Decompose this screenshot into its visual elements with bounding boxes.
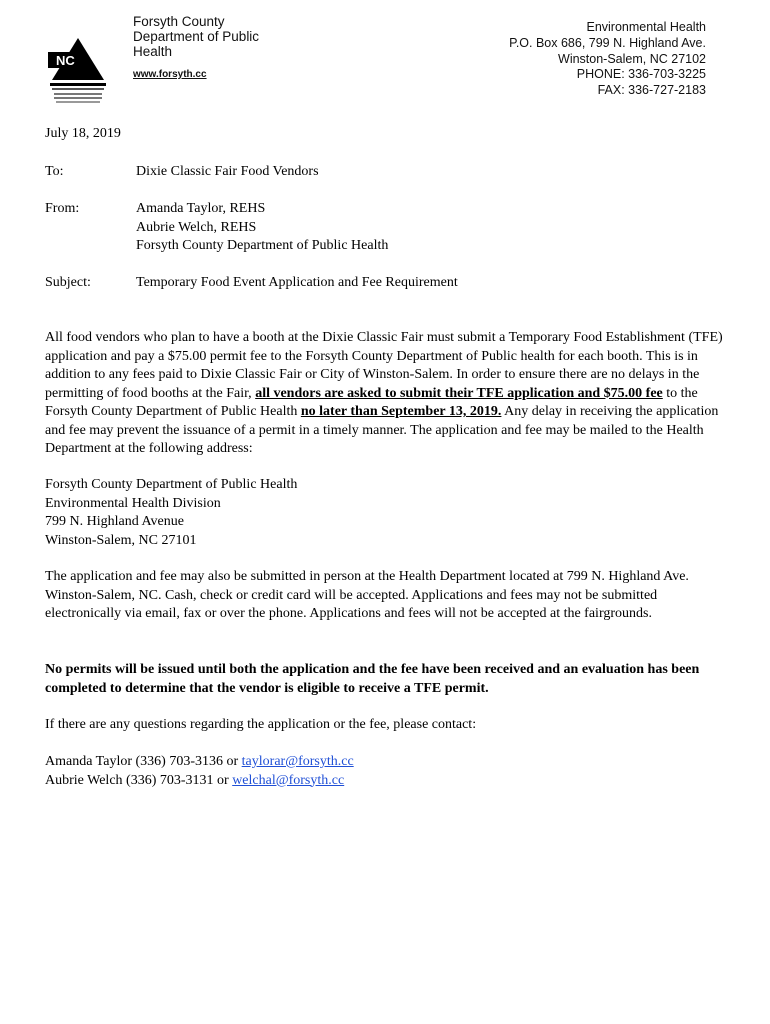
contact-welch <box>45 772 730 791</box>
address-line2: Environmental Health Division <box>45 495 221 511</box>
logo-nc-text: NC <box>56 53 75 68</box>
contact-fax: FAX: 336-727-2183 <box>597 83 706 98</box>
contact-welch-text: Aubrie Welch (336) 703-3131 or <box>45 772 233 788</box>
email-link-welch[interactable]: welchal@forsyth.cc <box>232 772 345 788</box>
memo-from-label: From: <box>45 201 80 216</box>
p1-text-e: Any delay in receiving the application and fee may prevent the issuance of a permit in a timely manner. The application and fee may be mailed to the Health Department at the following address: <box>45 404 719 456</box>
p1-text-a: All food vendors who plan to have a booth at the Dixie Classic Fair must submit a Temporary Food Establishment (TFE) application and pay a $75.00 permit fee to the Forsyth County Department of Public health for each booth. This is in addition to any fees paid to Dixie Classic Fair or City of Winston-Salem. In order to ensure there are no delays in the permitting of food booths at the Fair, <box>45 330 723 401</box>
p3-text: No permits will be issued until both the application and the fee have been received and an evaluation has been completed to determine that the vendor is eligible to receive a TFE permit. <box>45 662 700 696</box>
address-line1: Forsyth County Department of Public Health <box>45 477 298 492</box>
p1-emphasis-deadline: no later than September 13, 2019. <box>300 404 502 419</box>
memo-date: July 18, 2019 <box>45 126 121 141</box>
paragraph-questions <box>45 716 730 735</box>
contact-taylor-text: Amanda Taylor (336) 703-3136 or <box>45 754 242 769</box>
memo-from-line2: Aubrie Welch, REHS <box>136 219 257 235</box>
website-link[interactable]: www.forsyth.cc <box>133 69 207 80</box>
org-name-line1: Forsyth County <box>133 14 225 29</box>
mailing-address <box>45 476 730 550</box>
memo-from-line3: Forsyth County Department of Public Health <box>136 238 389 253</box>
contact-taylor <box>45 753 730 772</box>
p1-text-c: to the Forsyth County Department of Public Health <box>45 385 698 419</box>
contact-division: Environmental Health <box>586 20 706 34</box>
forsyth-health-logo <box>46 36 110 104</box>
paragraph-in-person <box>45 568 730 624</box>
address-line4: Winston-Salem, NC 27101 <box>45 532 197 548</box>
address-line3: 799 N. Highland Avenue <box>45 514 184 529</box>
memo-subject-label: Subject: <box>45 275 91 290</box>
email-link-taylor[interactable]: taylorar@forsyth.cc <box>241 754 354 769</box>
contact-city: Winston-Salem, NC 27102 <box>558 51 706 66</box>
p1-emphasis-submit: all vendors are asked to submit their TFE application and $75.00 fee <box>255 385 663 401</box>
org-name-line2: Department of Public <box>133 29 260 44</box>
org-name-line3: Health <box>133 44 173 59</box>
p2-text: The application and fee may also be submitted in person at the Health Department located at 799 N. Highland Ave. Winston-Salem, NC. Cash, check or credit card will be accepted. Applications and fees may not be submitted electronically via email, fax or over the phone. Applications and fees will not be accepted at the fairgrounds. <box>45 569 689 621</box>
memo-subject-value: Temporary Food Event Application and Fee Requirement <box>136 275 458 290</box>
p4-text: If there are any questions regarding the application or the fee, please contact: <box>45 717 477 732</box>
contact-list <box>45 753 730 790</box>
contact-block <box>509 20 706 99</box>
contact-phone: PHONE: 336-703-3225 <box>576 67 706 82</box>
contact-po-box: P.O. Box 686, 799 N. Highland Ave. <box>509 35 706 50</box>
memo-from-line1: Amanda Taylor, REHS <box>136 201 266 216</box>
paragraph-no-permits <box>45 661 730 698</box>
memo-to-label: To: <box>45 164 64 179</box>
memo-to-value: Dixie Classic Fair Food Vendors <box>136 164 319 179</box>
org-name-block <box>133 14 259 82</box>
paragraph-vendor-requirement <box>45 329 730 459</box>
